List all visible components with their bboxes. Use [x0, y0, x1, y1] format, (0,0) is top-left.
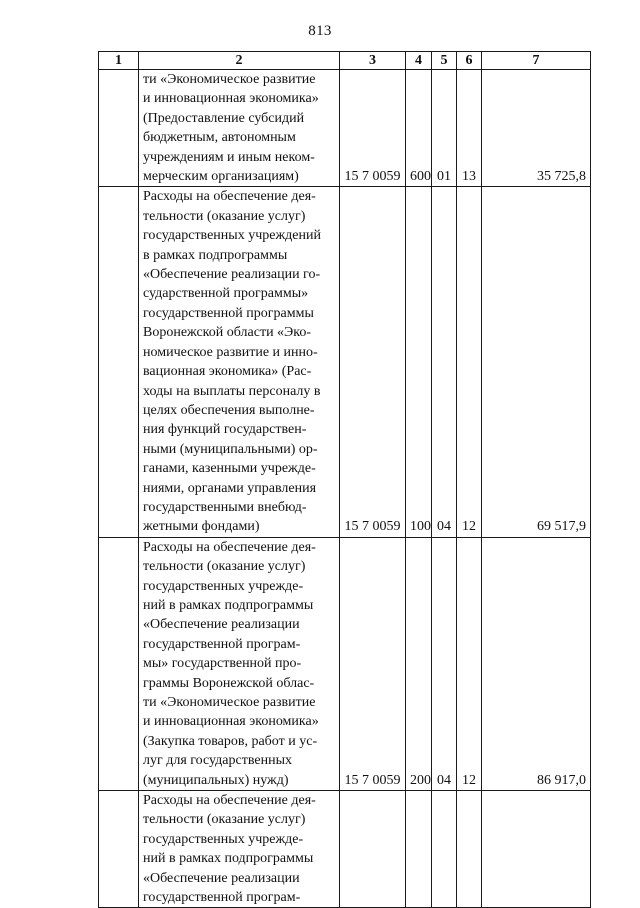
column-header-3: 3: [340, 52, 406, 70]
description-line: граммы Воронежской облас-: [143, 675, 315, 691]
cell-subsection: [457, 791, 482, 908]
cell-expense-type: 600: [406, 70, 432, 187]
description-line: государственной программы: [143, 305, 314, 321]
cell-expense-type: 200: [406, 537, 432, 790]
table-body: [99, 70, 591, 908]
table-row: [99, 537, 591, 790]
description-line: государственной програм-: [143, 890, 301, 906]
cell-subsection: 12: [457, 537, 482, 790]
cell-description: [139, 791, 340, 908]
description-line: в рамках подпрограммы: [143, 247, 288, 263]
table-row: [99, 791, 591, 908]
cell-code: [340, 791, 406, 908]
column-header-1: 1: [99, 52, 139, 70]
description-line: ти «Экономическое развитие: [143, 695, 316, 710]
description-line: (муниципальных) нужд): [143, 772, 289, 788]
cell-description: [139, 537, 340, 790]
description-line: ными (муниципальными) ор-: [143, 441, 318, 457]
description-line: «Обеспечение реализации го-: [143, 267, 321, 283]
description-line: ния функций государствен-: [143, 422, 307, 438]
description-line: и инновационная экономика»: [143, 714, 319, 730]
description-line: учреждениям и иным неком-: [143, 149, 315, 165]
cell-number: [99, 537, 139, 790]
cell-section: 04: [432, 537, 457, 790]
header-row: [99, 52, 591, 70]
description-line: «Обеспечение реализации: [143, 617, 300, 633]
column-header-2: 2: [139, 52, 340, 70]
description-line: Воронежской области «Эко-: [143, 325, 312, 341]
description-line: мерческим организациям): [143, 169, 299, 185]
description-line: номическое развитие и инно-: [143, 344, 318, 360]
cell-section: 01: [432, 70, 457, 187]
description-line: Расходы на обеспечение дея-: [143, 189, 316, 205]
table-row: [99, 187, 591, 537]
description-line: тельности (оказание услуг): [143, 559, 306, 575]
column-header-7: 7: [482, 52, 591, 70]
cell-code: 15 7 0059: [340, 187, 406, 537]
description-line: жетными фондами): [143, 519, 260, 535]
description-line: мы» государственной про-: [143, 656, 302, 672]
cell-code: 15 7 0059: [340, 537, 406, 790]
description-line: сударственной программы»: [143, 286, 309, 302]
description-line: государственной програм-: [143, 636, 301, 652]
description-line: целях обеспечения выполне-: [143, 402, 315, 418]
column-header-6: 6: [457, 52, 482, 70]
description-line: ходы на выплаты персоналу в: [143, 383, 321, 399]
cell-amount: [482, 791, 591, 908]
description-line: государственными внебюд-: [143, 499, 307, 515]
cell-amount: 69 517,9: [482, 187, 591, 537]
description-line: вационная экономика» (Рас-: [143, 364, 312, 380]
description-line: государственных учреждений: [143, 228, 321, 244]
cell-number: [99, 70, 139, 187]
cell-expense-type: [406, 791, 432, 908]
budget-table: [98, 51, 591, 908]
description-line: Расходы на обеспечение дея-: [143, 539, 316, 555]
description-line: государственных учрежде-: [143, 578, 304, 594]
description-line: луг для государственных: [143, 753, 292, 769]
cell-amount: 86 917,0: [482, 537, 591, 790]
table-row: [99, 70, 591, 187]
description-line: ний в рамках подпрограммы: [143, 851, 314, 867]
description-line: бюджетным, автономным: [143, 130, 296, 146]
cell-number: [99, 187, 139, 537]
cell-description: [139, 187, 340, 537]
description-line: «Обеспечение реализации: [143, 870, 300, 886]
description-line: ти «Экономическое развитие: [143, 72, 316, 87]
description-line: государственных учрежде-: [143, 831, 304, 847]
description-line: ганами, казенными учрежде-: [143, 461, 316, 477]
description-line: (Предоставление субсидий: [143, 110, 305, 126]
description-line: тельности (оказание услуг): [143, 208, 306, 224]
description-line: тельности (оказание услуг): [143, 812, 306, 828]
description-line: и инновационная экономика»: [143, 91, 319, 107]
page-number: 813: [308, 23, 332, 39]
cell-subsection: 12: [457, 187, 482, 537]
description-line: Расходы на обеспечение дея-: [143, 793, 316, 809]
column-header-4: 4: [406, 52, 432, 70]
cell-code: 15 7 0059: [340, 70, 406, 187]
cell-subsection: 13: [457, 70, 482, 187]
cell-amount: 35 725,8: [482, 70, 591, 187]
cell-section: [432, 791, 457, 908]
cell-number: [99, 791, 139, 908]
cell-expense-type: 100: [406, 187, 432, 537]
description-line: (Закупка товаров, работ и ус-: [143, 733, 318, 749]
description-line: ний в рамках подпрограммы: [143, 597, 314, 613]
cell-description: [139, 70, 340, 187]
cell-section: 04: [432, 187, 457, 537]
description-line: ниями, органами управления: [143, 480, 317, 496]
column-header-5: 5: [432, 52, 457, 70]
